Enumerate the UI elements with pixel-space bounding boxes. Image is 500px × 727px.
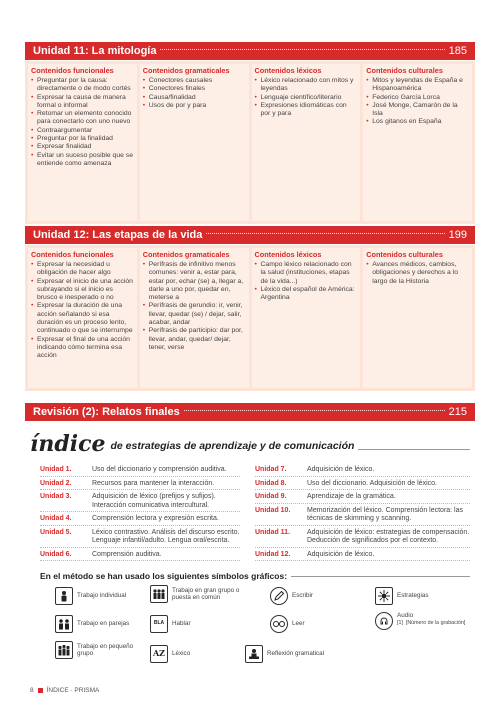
symbol-label: Reflexión gramatical [267, 650, 325, 658]
content-column [252, 64, 361, 221]
symbol-lexico [150, 645, 255, 663]
list-item: • Mitos y leyendas de España e Hispanoamérica [366, 77, 469, 94]
column-heading: Contenidos funcionales [31, 66, 114, 75]
list-item: • Expresar finalidad [31, 143, 134, 151]
list-item: • Expresar la causa de manera formal o informal [31, 94, 134, 111]
content-column [363, 64, 472, 221]
symbol-pequeno-grupo [55, 641, 150, 659]
index-title-rest: de estrategias de aprendizaje y de comunicación [110, 440, 355, 452]
list-item: • Léxico del español de América: Argentina [255, 286, 358, 303]
list-item: • Lenguaje científico/literario [255, 94, 358, 102]
list-item: • Conectores finales [143, 85, 246, 93]
revision-header [25, 403, 475, 421]
unit-title: Unidad 11: La mitología [33, 45, 157, 57]
content-list [31, 77, 134, 168]
strategy-text: Adquisición de léxico (prefijos y sufijos). Interacción comunicativa intercultural. [92, 493, 216, 509]
strategy-text: Léxico contrastivo. Análisis del discurso escrito. Lenguaje infantil/adulto. Lengua oral/escrita. [92, 528, 240, 544]
unit-page: 199 [448, 229, 467, 241]
list-item: • Los gitanos en España [366, 118, 469, 126]
small-group-icon [55, 641, 73, 659]
strategy-row [255, 529, 470, 548]
revision-page: 215 [448, 406, 467, 418]
strategy-text: Uso del diccionario y comprensión auditiva. [92, 466, 227, 473]
list-item: • Expresar la duración de una acción señalando si esa duración es un proceso lento, continuado o que se interrumpe [31, 302, 134, 335]
strategy-icon [375, 587, 393, 605]
audio-number: [1] [397, 619, 403, 626]
symbol-reflexion [245, 645, 355, 663]
symbol-label: Trabajo individual [77, 592, 127, 600]
strategy-unit: Unidad 4. [40, 515, 72, 522]
revision-title: Revisión (2): Relatos finales [33, 406, 180, 418]
content-column [28, 64, 137, 221]
content-list [143, 261, 246, 352]
leader-dots [184, 410, 445, 411]
content-column [140, 248, 249, 388]
index-title-big: índice [30, 431, 106, 457]
audio-text [397, 612, 465, 627]
list-item: • Federico García Lorca [366, 94, 469, 102]
content-column [28, 248, 137, 388]
symbol-label: Escribir [292, 592, 313, 600]
list-item: • Perífrasis de participio: dar por, llevar, andar, quedar/ dejar, tener, verse [143, 327, 246, 352]
column-heading: Contenidos culturales [366, 250, 443, 259]
symbol-escribir [270, 587, 350, 605]
list-item: • Expresar el inicio de una acción subrayando si el inicio es brusco e inesperado o no [31, 278, 134, 303]
list-item: • Retomar un elemento conocido para conectarlo con uno nuevo [31, 110, 134, 127]
page-number: 8 [30, 687, 34, 694]
strategy-text: Adquisición de léxico: estrategias de compensación. Deducción de significados por el contexto. [307, 528, 470, 544]
strategy-row [40, 480, 240, 491]
list-item: • Usos de por y para [143, 102, 246, 110]
list-item: • Conectores causales [143, 77, 246, 85]
strategy-text: Recursos para mantener la interacción. [92, 479, 215, 487]
strategy-row [40, 551, 240, 562]
strategy-unit: Unidad 8. [255, 479, 287, 487]
lexicon-icon: AZ [150, 645, 168, 663]
strategy-text: Aprendizaje de la gramática. [307, 493, 396, 500]
symbol-label: Trabajo en pequeño grupo [77, 642, 134, 657]
strategy-row [40, 466, 240, 477]
leader-dots [206, 233, 444, 234]
strategy-row [255, 480, 470, 491]
symbol-label: Trabajo en parejas [77, 620, 130, 628]
strategy-unit: Unidad 2. [40, 479, 72, 487]
strategy-unit: Unidad 11. [255, 528, 291, 536]
symbols-heading [40, 571, 470, 581]
list-item: • Avances médicos, cambios, obligaciones y derechos a lo largo de la Historia [366, 261, 469, 286]
column-heading: Contenidos gramaticales [142, 250, 230, 259]
unit-12-contents [25, 245, 475, 391]
symbol-estrategias [375, 587, 470, 605]
strategy-text: Comprensión lectora y expresión escrita. [92, 515, 219, 522]
strategy-text: Adquisición de léxico. [307, 466, 375, 473]
strategy-row [255, 551, 470, 562]
pair-icon [55, 615, 73, 633]
column-heading: Contenidos culturales [366, 66, 443, 75]
column-heading: Contenidos léxicos [254, 250, 322, 259]
strategies-right [255, 466, 470, 564]
column-heading: Contenidos léxicos [254, 66, 322, 75]
list-item: • José Monge, Camarón de la Isla [366, 102, 469, 119]
list-item: • Preguntar por la finalidad [31, 135, 134, 143]
audio-icon [375, 612, 393, 630]
strategy-text: Uso del diccionario. Adquisición de léxico. [307, 479, 437, 487]
person-icon [55, 587, 73, 605]
content-column [363, 248, 472, 388]
symbol-gran-grupo [150, 585, 255, 603]
list-item: • Evitar un suceso posible que se entiende como amenaza [31, 152, 134, 169]
strategy-row [40, 493, 240, 512]
list-item: • Causa/finalidad [143, 94, 246, 102]
content-list [366, 261, 469, 286]
list-item: • Expresar la necesidad u obligación de hacer algo [31, 261, 134, 278]
unit-11-contents [25, 61, 475, 224]
strategy-unit: Unidad 12. [255, 550, 291, 558]
content-column [252, 248, 361, 388]
footer-square [38, 688, 43, 693]
symbol-audio [375, 612, 475, 630]
symbol-label: Hablar [172, 620, 191, 628]
symbol-label: Leer [292, 620, 305, 628]
page-footer [30, 687, 99, 694]
strategy-row [255, 466, 470, 477]
audio-note [397, 620, 465, 628]
strategy-text: Adquisición de léxico. [307, 550, 375, 558]
symbol-label: Estrategias [397, 592, 429, 600]
list-item: • Contraargumentar [31, 127, 134, 135]
unit-12-header [25, 226, 475, 244]
symbol-parejas [55, 615, 150, 633]
symbol-label: Léxico [172, 650, 191, 658]
content-list [255, 77, 358, 118]
audio-note-text: [Número de la grabación] [405, 619, 466, 626]
column-heading: Contenidos funcionales [31, 250, 114, 259]
strategy-unit: Unidad 3. [40, 493, 72, 500]
footer-text: ÍNDICE · PRISMA [46, 687, 100, 694]
symbol-label: Trabajo en gran grupo o puesta en común [172, 586, 240, 601]
list-item: • Preguntar por la causa: directamente o de modo cortés [31, 77, 134, 94]
heading-rule [291, 576, 470, 577]
content-list [366, 77, 469, 127]
strategy-unit: Unidad 7. [255, 466, 287, 473]
strategy-unit: Unidad 6. [40, 550, 72, 558]
strategy-row [40, 529, 240, 548]
content-list [143, 77, 246, 110]
strategy-unit: Unidad 10. [255, 506, 291, 514]
strategy-unit: Unidad 5. [40, 528, 72, 536]
column-heading: Contenidos gramaticales [142, 66, 230, 75]
large-group-icon [150, 585, 168, 603]
content-list [31, 261, 134, 361]
unit-page: 185 [448, 45, 467, 57]
title-rule [358, 449, 470, 450]
symbols-heading-text: En el método se han usado los siguientes símbolos gráficos: [40, 571, 288, 581]
strategy-unit: Unidad 9. [255, 493, 287, 500]
list-item: • Expresar el final de una acción indicando cómo termina esa acción [31, 336, 134, 361]
strategy-row [255, 493, 470, 504]
unit-title: Unidad 12: Las etapas de la vida [33, 229, 203, 241]
speech-icon: BLA [150, 615, 168, 633]
strategy-row [255, 507, 470, 526]
symbol-label: Audio [397, 612, 414, 619]
list-item: • Expresiones idiomáticas con por y para [255, 102, 358, 119]
content-list [255, 261, 358, 302]
strategy-text: Comprensión auditiva. [92, 550, 162, 558]
pencil-icon [270, 587, 288, 605]
symbol-individual [55, 587, 150, 605]
leader-dots [160, 49, 444, 50]
strategies-left [40, 466, 240, 564]
grammar-icon [245, 645, 263, 663]
index-title [30, 433, 470, 455]
strategy-text: Memorización del léxico. Comprensión lectora: las técnicas de skimming y scanning. [307, 506, 464, 522]
glasses-icon [270, 615, 288, 633]
list-item: • Campo léxico relacionado con la salud (instituciones, etapas de la vida...) [255, 261, 358, 286]
content-column [140, 64, 249, 221]
list-item: • Perífrasis de infinitivo menos comunes: venir a, estar para, estar por, echar (se) a, llegar a, darle a uno por, quedar en, meterse a [143, 261, 246, 302]
list-item: • Perífrasis de gerundio: ir, venir, llevar, quedar (se) / dejar, salir, acabar, andar [143, 302, 246, 327]
symbol-leer [270, 615, 350, 633]
symbol-hablar [150, 615, 255, 633]
unit-11-header [25, 42, 475, 60]
list-item: • Léxico relacionado con mitos y leyendas [255, 77, 358, 94]
strategy-unit: Unidad 1. [40, 466, 72, 473]
strategy-row [40, 515, 240, 526]
